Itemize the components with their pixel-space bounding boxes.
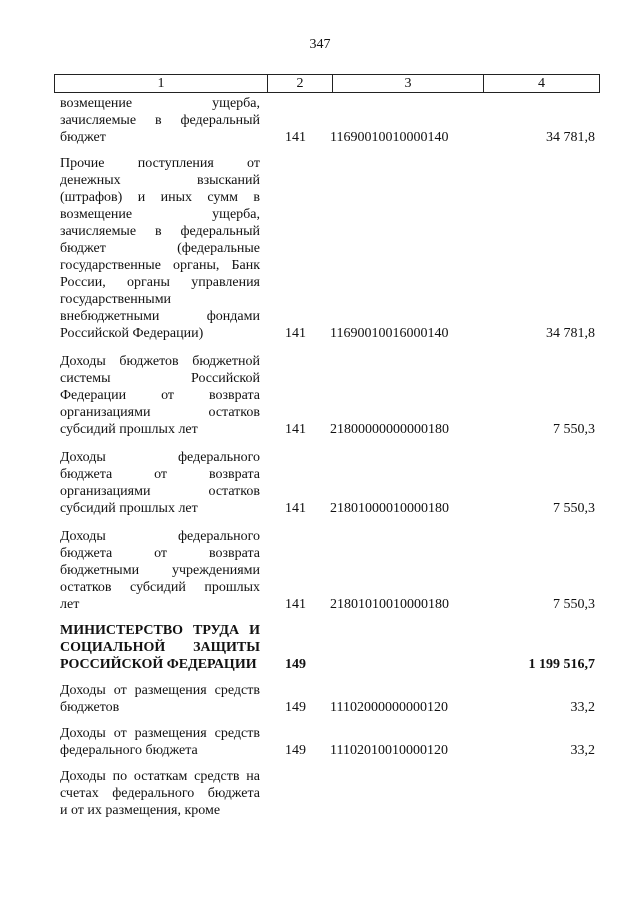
classification-code: 11690010010000140: [330, 130, 449, 145]
admin-code: 149: [285, 700, 306, 715]
admin-code: 141: [285, 501, 306, 516]
description-line: Доходы бюджетов бюджетной: [60, 354, 260, 369]
column-header-4: 4: [484, 75, 600, 93]
row-description: [60, 95, 260, 146]
page-number: 347: [309, 37, 331, 52]
description-line: Доходы федерального: [60, 529, 260, 544]
table-row: [60, 95, 595, 146]
description-line: Доходы от размещения средств: [60, 683, 260, 698]
admin-code: 141: [285, 130, 306, 145]
section-header-row: [60, 622, 595, 673]
classification-code: 21801000010000180: [330, 501, 449, 516]
description-line: бюджетными учреждениями: [60, 563, 260, 578]
description-line: субсидий прошлых лет: [60, 422, 198, 437]
column-header-3: 3: [333, 75, 484, 93]
description-line: бюджет (федеральные: [60, 241, 260, 256]
description-line: МИНИСТЕРСТВО ТРУДА И: [60, 623, 260, 638]
amount-value: 7 550,3: [553, 422, 595, 437]
classification-code: 21801010010000180: [330, 597, 449, 612]
description-line: бюджета от возврата: [60, 467, 260, 482]
amount-value: 7 550,3: [553, 501, 595, 516]
description-line: организациями остатков: [60, 484, 260, 499]
description-line: лет: [60, 597, 80, 612]
description-line: и от их размещения, кроме: [60, 803, 221, 818]
description-line: РОССИЙСКОЙ ФЕДЕРАЦИИ: [60, 657, 257, 672]
description-line: бюджетов: [60, 700, 120, 715]
description-line: государственные органы, Банк: [60, 258, 260, 273]
row-description: [60, 725, 260, 759]
description-line: организациями остатков: [60, 405, 260, 420]
amount-value: 33,2: [570, 743, 595, 758]
description-line: Доходы от размещения средств: [60, 726, 260, 741]
row-description: [60, 682, 260, 716]
description-line: системы Российской: [60, 371, 260, 386]
description-line: Прочие поступления от: [60, 156, 260, 171]
description-line: денежных взысканий: [60, 173, 260, 188]
description-line: Российской Федерации): [60, 326, 204, 341]
admin-code: 141: [285, 422, 306, 437]
column-header-1: 1: [55, 75, 268, 93]
description-line: возмещение ущерба,: [60, 96, 260, 111]
description-line: зачисляемые в федеральный: [60, 224, 260, 239]
row-description: [60, 353, 260, 438]
amount-value: 34 781,8: [546, 326, 595, 341]
amount-value: 7 550,3: [553, 597, 595, 612]
row-description: [60, 768, 260, 819]
description-line: зачисляемые в федеральный: [60, 113, 260, 128]
admin-code: 149: [285, 657, 306, 672]
row-description: [60, 622, 260, 673]
description-line: России, органы управления: [60, 275, 260, 290]
row-description: [60, 449, 260, 517]
description-line: возмещение ущерба,: [60, 207, 260, 222]
description-line: СОЦИАЛЬНОЙ ЗАЩИТЫ: [60, 640, 260, 655]
description-line: (штрафов) и иных сумм в: [60, 190, 260, 205]
table-row: [60, 528, 595, 613]
description-line: Доходы федерального: [60, 450, 260, 465]
table-row: [60, 353, 595, 438]
description-line: остатков субсидий прошлых: [60, 580, 260, 595]
classification-code: 11102000000000120: [330, 700, 448, 715]
amount-value: 1 199 516,7: [528, 657, 595, 672]
description-line: государственными: [60, 292, 172, 307]
admin-code: 149: [285, 743, 306, 758]
amount-value: 34 781,8: [546, 130, 595, 145]
table-row: [60, 449, 595, 517]
row-description: [60, 155, 260, 342]
description-line: счетах федерального бюджета: [60, 786, 260, 801]
admin-code: 141: [285, 597, 306, 612]
column-header-row: [54, 74, 600, 93]
description-line: федерального бюджета: [60, 743, 198, 758]
column-header-2: 2: [268, 75, 333, 93]
table-row: [60, 725, 595, 759]
classification-code: 11102010010000120: [330, 743, 448, 758]
description-line: бюджет: [60, 130, 106, 145]
description-line: внебюджетными фондами: [60, 309, 260, 324]
row-description: [60, 528, 260, 613]
table-row: [60, 682, 595, 716]
description-line: субсидий прошлых лет: [60, 501, 198, 516]
admin-code: 141: [285, 326, 306, 341]
table-row: [60, 768, 595, 819]
description-line: Доходы по остаткам средств на: [60, 769, 260, 784]
amount-value: 33,2: [570, 700, 595, 715]
description-line: бюджета от возврата: [60, 546, 260, 561]
classification-code: 11690010016000140: [330, 326, 449, 341]
table-row: [60, 155, 595, 342]
description-line: Федерации от возврата: [60, 388, 260, 403]
classification-code: 21800000000000180: [330, 422, 449, 437]
